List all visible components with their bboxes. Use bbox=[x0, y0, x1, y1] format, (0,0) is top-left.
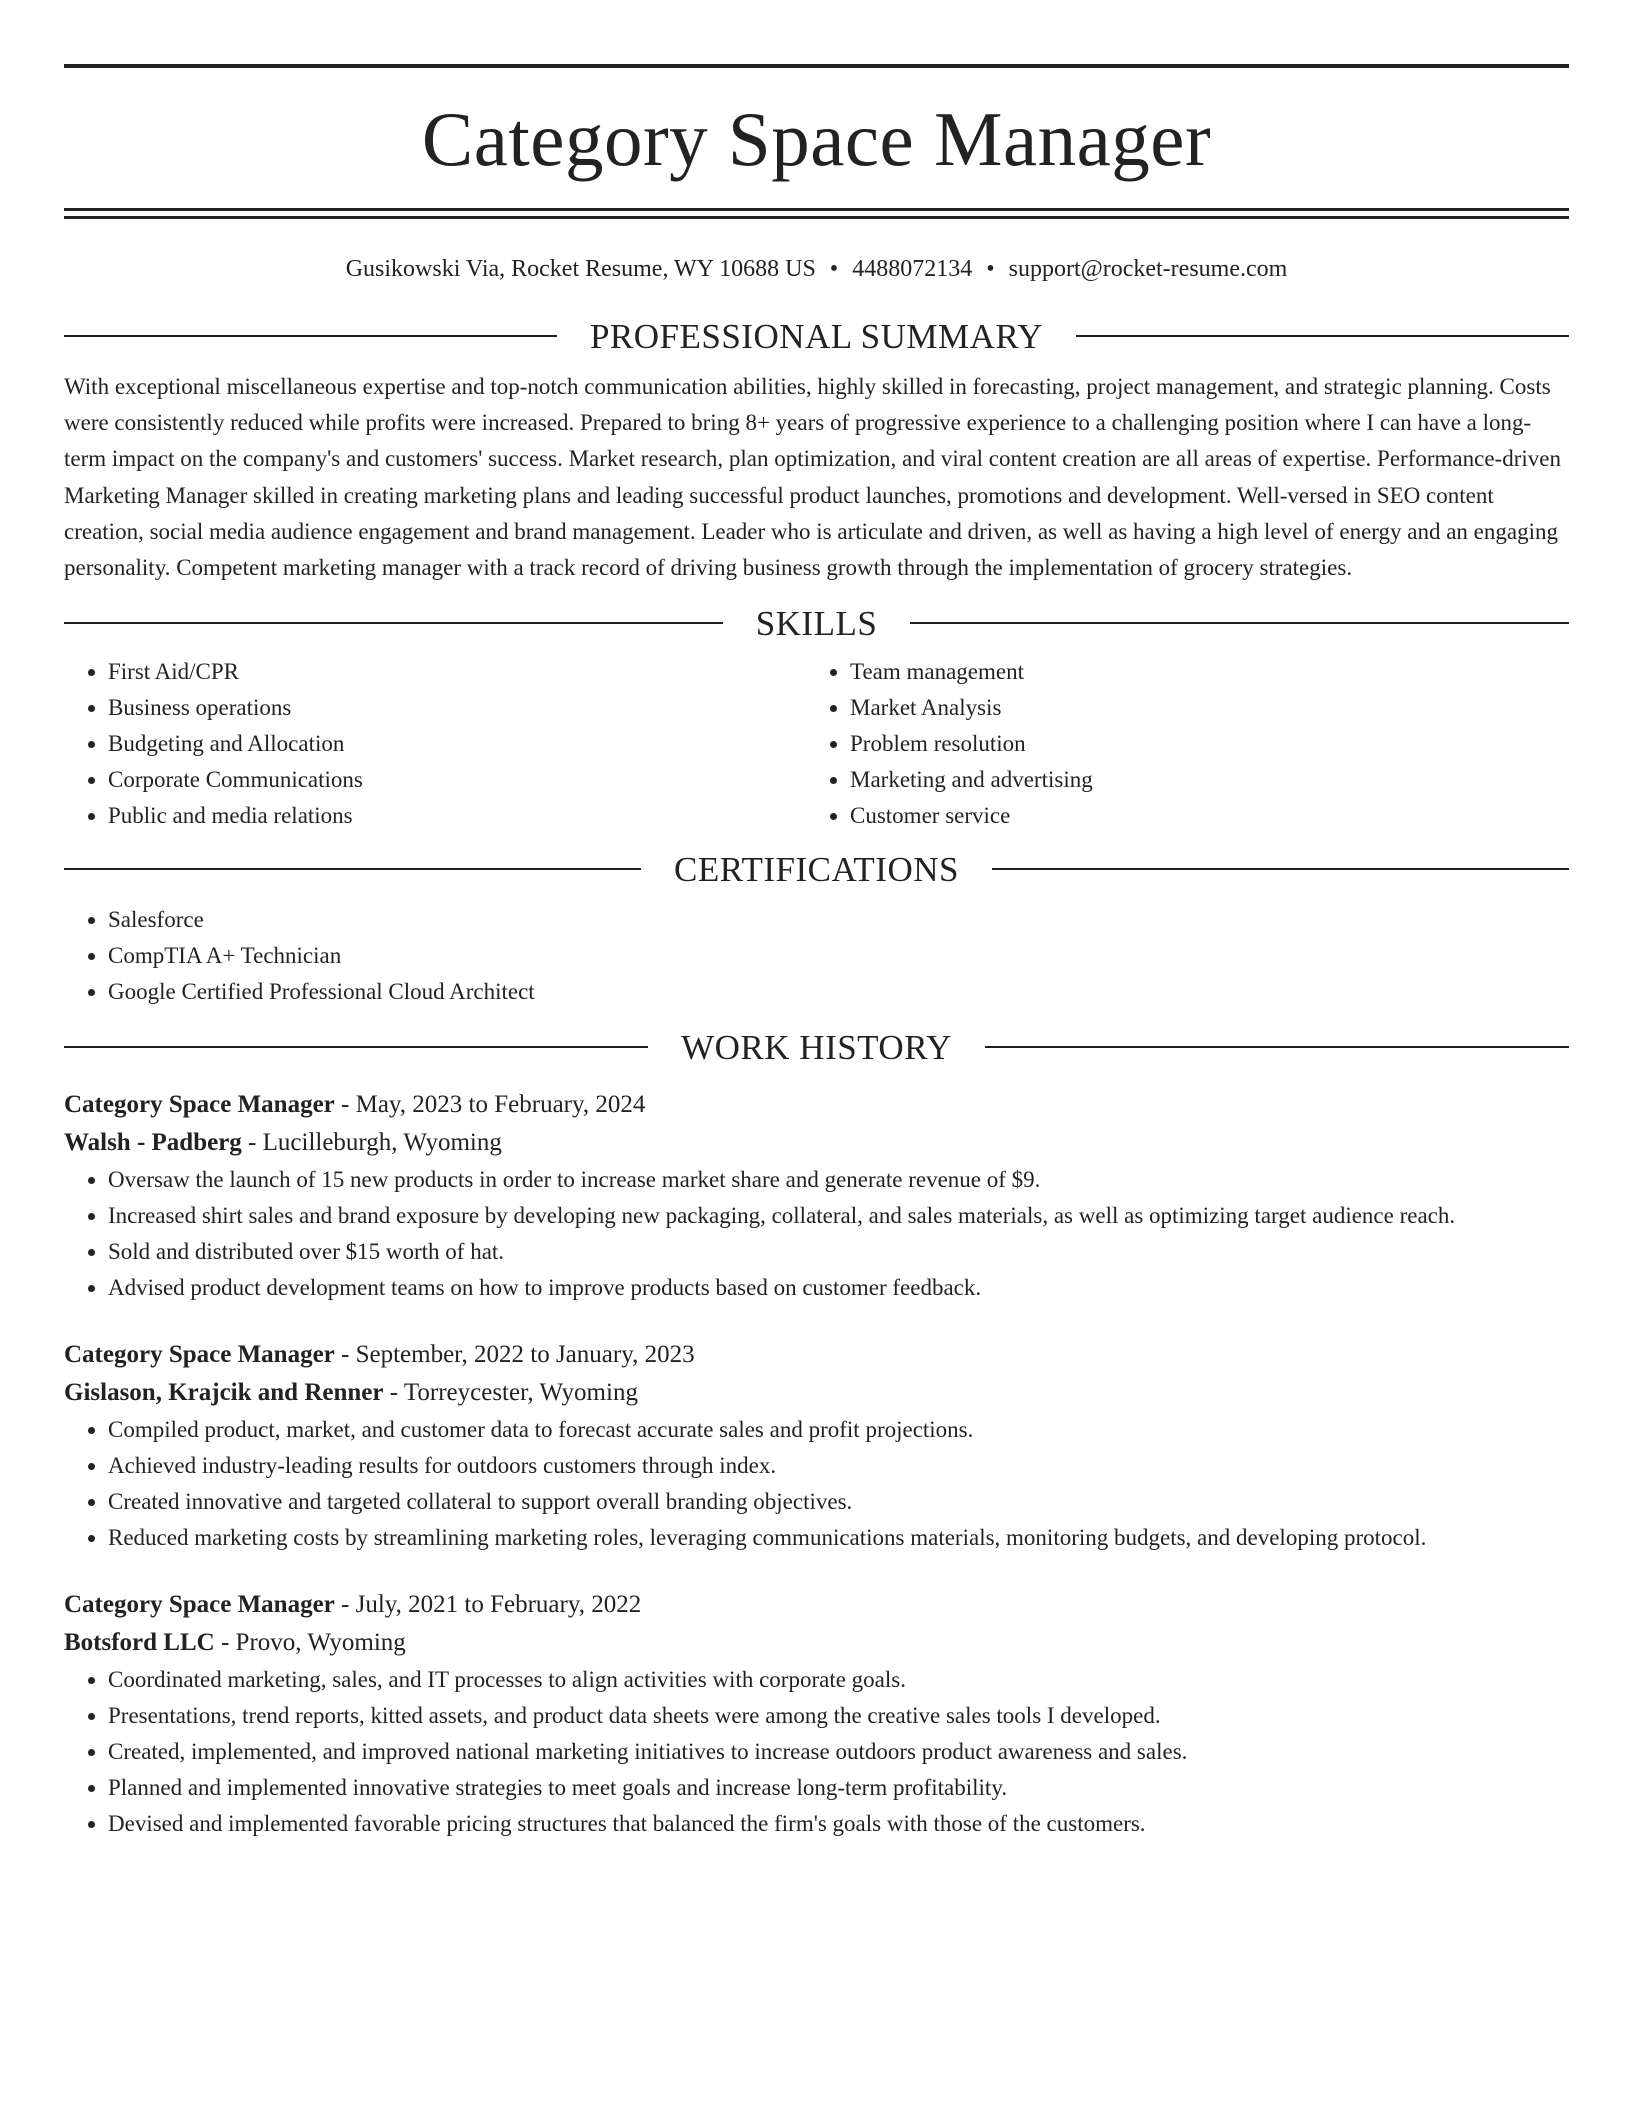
job-location: Lucilleburgh, Wyoming bbox=[262, 1129, 502, 1157]
heading-rule-right bbox=[985, 1046, 1569, 1048]
heading-rule-right bbox=[992, 868, 1569, 870]
contact-address: Gusikowski Via, Rocket Resume, WY 10688 US bbox=[345, 256, 816, 282]
job-title: Category Space Manager bbox=[64, 1341, 335, 1369]
job-title: Category Space Manager bbox=[64, 1091, 335, 1119]
skill-item: • Customer service bbox=[850, 798, 1548, 834]
skill-item: • Team management bbox=[850, 654, 1548, 690]
contact-line bbox=[64, 257, 1569, 281]
heading-rule-left bbox=[64, 622, 723, 624]
job-bullets bbox=[64, 1162, 1569, 1306]
skill-item: • Marketing and advertising bbox=[850, 762, 1548, 798]
job-company: Gislason, Krajcik and Renner bbox=[64, 1379, 384, 1407]
skill-item: • Market Analysis bbox=[850, 690, 1548, 726]
job-bullet: • Created, implemented, and improved national marketing initiatives to increase outdoors product awareness and sales. bbox=[108, 1734, 1569, 1770]
job-bullet: • Oversaw the launch of 15 new products in order to increase market share and generate revenue of $9. bbox=[108, 1162, 1569, 1198]
job-company: Botsford LLC bbox=[64, 1629, 215, 1657]
skill-item: • Budgeting and Allocation bbox=[108, 726, 806, 762]
contact-separator: • bbox=[986, 256, 995, 282]
job-title-line: Category Space Manager - September, 2022 to January, 2023 bbox=[64, 1341, 695, 1369]
job-entry bbox=[64, 1586, 1569, 1842]
job-title-line: Category Space Manager - May, 2023 to February, 2024 bbox=[64, 1091, 646, 1119]
contact-email: support@rocket-resume.com bbox=[1008, 256, 1288, 282]
contact-phone: 4488072134 bbox=[852, 256, 973, 282]
heading-rule-left bbox=[64, 868, 641, 870]
job-bullet: • Devised and implemented favorable pricing structures that balanced the firm's goals with those of the customers. bbox=[108, 1806, 1569, 1842]
job-bullet: • Increased shirt sales and brand exposure by developing new packaging, collateral, and sales materials, as well as optimizing target audience reach. bbox=[108, 1198, 1569, 1234]
job-company: Walsh - Padberg bbox=[64, 1129, 242, 1157]
skills-list bbox=[64, 654, 1569, 834]
contact-separator: • bbox=[829, 256, 839, 282]
skill-item: • Corporate Communications bbox=[108, 762, 806, 798]
job-bullet: • Advised product development teams on how to improve products based on customer feedback. bbox=[108, 1270, 1569, 1306]
job-bullet: • Presentations, trend reports, kitted assets, and product data sheets were among the creative sales tools I developed. bbox=[108, 1698, 1569, 1734]
skills-heading-text: SKILLS bbox=[755, 603, 878, 643]
resume-name: Category Space Manager bbox=[421, 96, 1212, 182]
certification-item: • Salesforce bbox=[108, 902, 1569, 938]
certifications-heading-text: CERTIFICATIONS bbox=[674, 849, 959, 889]
job-bullets bbox=[64, 1662, 1569, 1842]
job-title: Category Space Manager bbox=[64, 1591, 335, 1619]
resume-header bbox=[64, 64, 1569, 219]
certification-item: • Google Certified Professional Cloud Architect bbox=[108, 974, 1569, 1010]
summary-heading bbox=[64, 315, 1569, 357]
heading-rule-right bbox=[910, 622, 1569, 624]
work-heading-text: WORK HISTORY bbox=[681, 1027, 952, 1067]
certifications-heading bbox=[64, 848, 1569, 890]
heading-rule-right bbox=[1076, 335, 1569, 337]
job-title-line: Category Space Manager - July, 2021 to February, 2022 bbox=[64, 1591, 642, 1619]
heading-rule-left bbox=[64, 335, 557, 337]
job-company-line: Gislason, Krajcik and Renner - Torreycester, Wyoming bbox=[64, 1379, 638, 1407]
job-bullet: • Created innovative and targeted collateral to support overall branding objectives. bbox=[108, 1484, 1569, 1520]
skills-heading bbox=[64, 602, 1569, 644]
skills-column-left bbox=[64, 654, 806, 834]
job-location: Provo, Wyoming bbox=[235, 1629, 406, 1657]
skill-item: • Problem resolution bbox=[850, 726, 1548, 762]
job-bullet: • Sold and distributed over $15 worth of hat. bbox=[108, 1234, 1569, 1270]
job-entry bbox=[64, 1086, 1569, 1306]
job-bullets bbox=[64, 1412, 1569, 1556]
job-dates: September, 2022 to January, 2023 bbox=[355, 1341, 695, 1369]
skill-item: • Business operations bbox=[108, 690, 806, 726]
skill-item: • Public and media relations bbox=[108, 798, 806, 834]
skill-item: • First Aid/CPR bbox=[108, 654, 806, 690]
job-entry bbox=[64, 1336, 1569, 1556]
resume-page bbox=[64, 0, 1569, 1842]
job-location: Torreycester, Wyoming bbox=[403, 1379, 638, 1407]
summary-text: With exceptional miscellaneous expertise and top-notch communication abilities, highly skilled in forecasting, project management, and strategic planning. Costs were consistently reduced while profits were increased. Prepared to bring 8+ years of progressive experience to a challenging position where I can have a long-term impact on the company's and customers' success. Market research, plan optimization, and viral content creation are all areas of expertise. Performance-driven Marketing Manager skilled in creating marketing plans and leading successful product launches, promotions and development. Well-versed in SEO content creation, social media audience engagement and brand management. Leader who is articulate and driven, as well as having a high level of energy and an engaging personality. Competent marketing manager with a track record of driving business growth through the implementation of grocery strategies. bbox=[64, 374, 1561, 581]
job-bullet: • Reduced marketing costs by streamlining marketing roles, leveraging communications materials, monitoring budgets, and developing protocol. bbox=[108, 1520, 1569, 1556]
job-company-line: Botsford LLC - Provo, Wyoming bbox=[64, 1629, 406, 1657]
double-rule bbox=[64, 208, 1569, 219]
job-bullet: • Coordinated marketing, sales, and IT processes to align activities with corporate goals. bbox=[108, 1662, 1569, 1698]
job-bullet: • Planned and implemented innovative strategies to meet goals and increase long-term profitability. bbox=[108, 1770, 1569, 1806]
skills-column-right bbox=[806, 654, 1548, 834]
job-bullet: • Compiled product, market, and customer data to forecast accurate sales and profit projections. bbox=[108, 1412, 1569, 1448]
heading-rule-left bbox=[64, 1046, 648, 1048]
job-bullet: • Achieved industry-leading results for outdoors customers through index. bbox=[108, 1448, 1569, 1484]
certifications-list bbox=[64, 902, 1569, 1010]
job-dates: July, 2021 to February, 2022 bbox=[355, 1591, 642, 1619]
job-dates: May, 2023 to February, 2024 bbox=[355, 1091, 646, 1119]
work-heading bbox=[64, 1026, 1569, 1068]
summary-heading-text: PROFESSIONAL SUMMARY bbox=[589, 316, 1044, 356]
job-company-line: Walsh - Padberg - Lucilleburgh, Wyoming bbox=[64, 1129, 502, 1157]
certification-item: • CompTIA A+ Technician bbox=[108, 938, 1569, 974]
